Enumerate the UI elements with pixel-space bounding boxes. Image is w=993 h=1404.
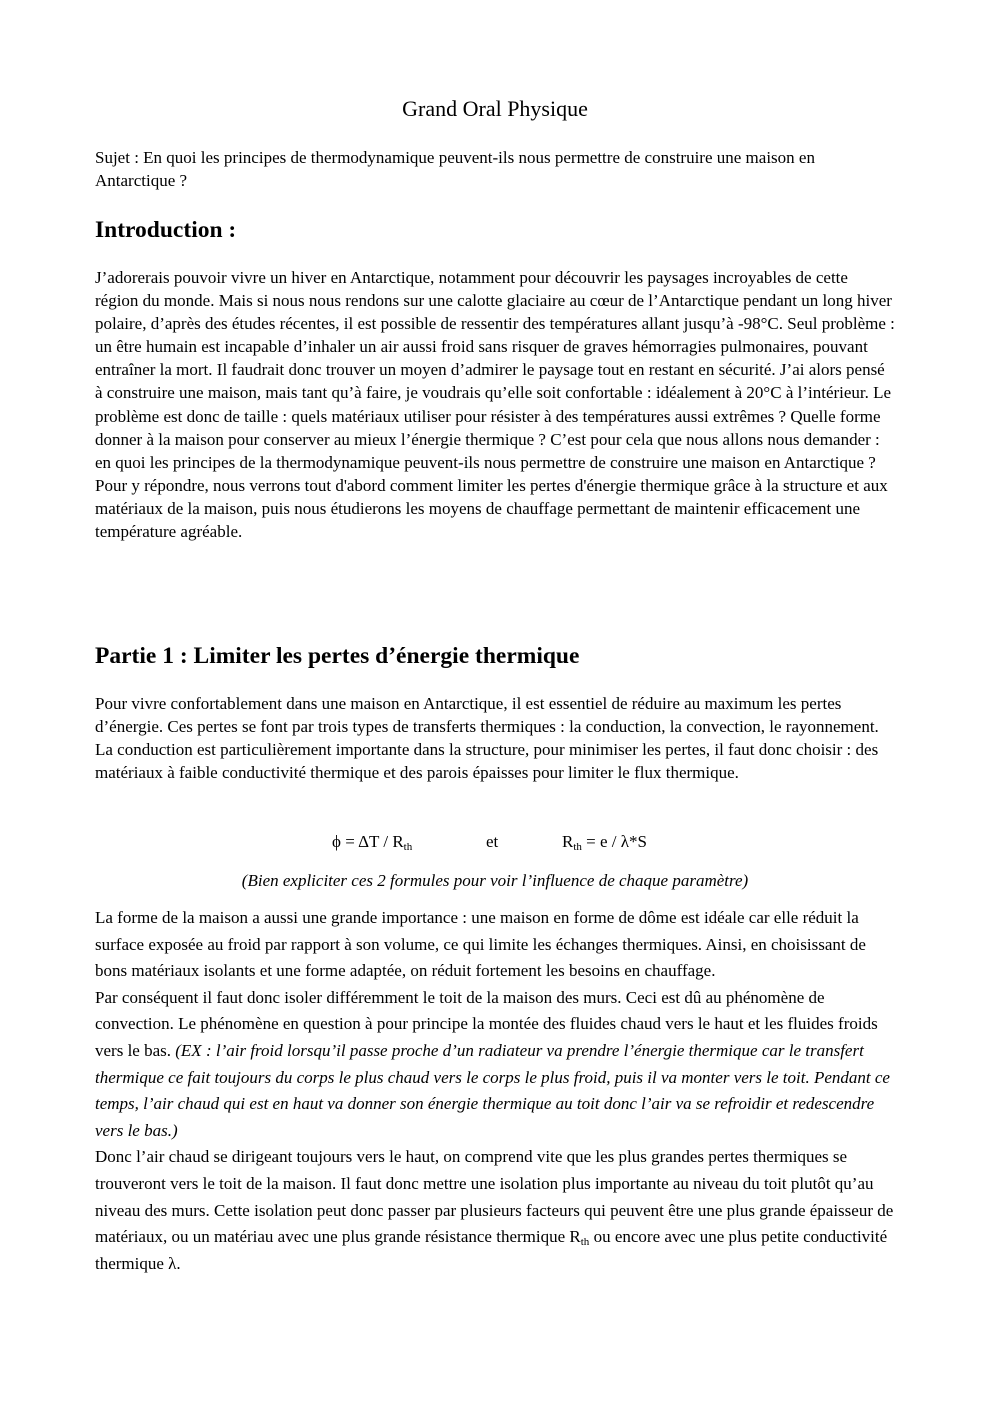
roof-text: Par conséquent il faut donc isoler différemment le toit de la maison des murs. Ceci est dû au phénomène de convection. Le phénomène en question à pour principe la montée des fluides chaud vers le haut et les fluides froids vers le bas.: [95, 987, 878, 1060]
conclusion-paragraph: [95, 1144, 895, 1277]
conclusion-text-a: Donc l’air chaud se dirigeant toujours vers le haut, on comprend vite que les plus grandes pertes thermiques se trouveront vers le toit de la maison. Il faut donc mettre une isolation plus importante au niveau du toit plutôt qu’au niveau des murs. Cette isolation peut donc passer par plusieurs facteurs qui peuvent être une plus grande épaisseur de matériaux, ou un matériau avec une plus grande résistance thermique R: [95, 1147, 894, 1247]
flux-formula-subscript: th: [403, 841, 413, 853]
resistance-formula-subscript: th: [573, 841, 582, 853]
formula-note: (Bien expliciter ces 2 formules pour voir l’influence de chaque paramètre): [241, 871, 749, 890]
shape-paragraph: La forme de la maison a aussi une grande importance : une maison en forme de dôme est idéale car elle réduit la surface exposée au froid par rapport à son volume, ce qui limite les échanges thermiques. Ainsi, en choisissant de bons matériaux isolants et une forme adaptée, on réduit fortement les besoins en chauffage.: [95, 908, 866, 981]
roof-example: (EX : l’air froid lorsqu’il passe proche d’un radiateur va prendre l’énergie thermique car le transfert thermique ce fait toujours du corps le plus chaud vers le corps le plus froid, puis il va monter vers le toit. Pendant ce temps, l’air chaud qui est en haut va donner son énergie thermique au toit donc l’air va se refroidir et redescendre vers le bas.): [95, 1040, 890, 1140]
conclusion-text-b: ou encore avec une plus petite conductivité thermique λ.: [95, 1227, 888, 1273]
part1-paragraph: Pour vivre confortablement dans une maison en Antarctique, il est essentiel de réduire au maximum les pertes d’énergie. Ces pertes se font par trois types de transferts thermiques : la conduction, la convection, le rayonnement. La conduction est particulièrement importante dans la structure, pour minimiser les pertes, il faut donc choisir : des matériaux à faible conductivité thermique et des parois épaisses pour limiter le flux thermique.: [95, 694, 879, 783]
shape-and-roof-section: [95, 905, 895, 1277]
resistance-formula-text: = e / λ*S: [581, 832, 647, 851]
introduction-paragraph: J’adorerais pouvoir vivre un hiver en Antarctique, notamment pour découvrir les paysages incroyables de cette région du monde. Mais si nous nous rendons sur une calotte glaciaire au cœur de l’Antarctique pendant un long hiver polaire, d’après des études récentes, il est possible de ressentir des températures allant jusqu’à -98°C. Seul problème : un être humain est incapable d’inhaler un air aussi froid sans risquer de graves hémorragies pulmonaires, pouvant entraîner la mort. Il faudrait donc trouver un moyen d’admirer le paysage tout en restant en sécurité. J’ai alors pensé à construire une maison, mais tant qu’à faire, je voudrais qu’elle soit confortable : idéalement à 20°C à l’intérieur. Le problème est donc de taille : quels matériaux utiliser pour résister à des températures aussi extrêmes ? Quelle forme donner à la maison pour conserver au mieux l’énergie thermique ? C’est pour cela que nous allons nous demander : en quoi les principes de la thermodynamique peuvent-ils nous permettre de construire une maison en Antarctique ? Pour y répondre, nous verrons tout d'abord comment limiter les pertes d'énergie thermique grâce à la structure et aux matériaux de la maison, puis nous étudierons les moyens de chauffage permettant de maintenir efficacement une température agréable.: [95, 268, 895, 542]
introduction-heading: Introduction :: [95, 217, 237, 243]
resistance-formula: [562, 830, 647, 854]
part1-heading: Partie 1 : Limiter les pertes d’énergie thermique: [95, 643, 580, 669]
roof-paragraph: [95, 985, 895, 1145]
formula-connector: et: [486, 832, 499, 851]
subject-line: Sujet : En quoi les principes de thermodynamique peuvent-ils nous permettre de construire une maison en Antarctique ?: [95, 148, 815, 190]
document-title: Grand Oral Physique: [402, 96, 588, 121]
resistance-formula-symbol: R: [562, 832, 574, 851]
conclusion-subscript: th: [580, 1236, 590, 1249]
flux-formula-text: ϕ = ΔT / R: [332, 832, 404, 851]
flux-formula: [332, 830, 412, 854]
